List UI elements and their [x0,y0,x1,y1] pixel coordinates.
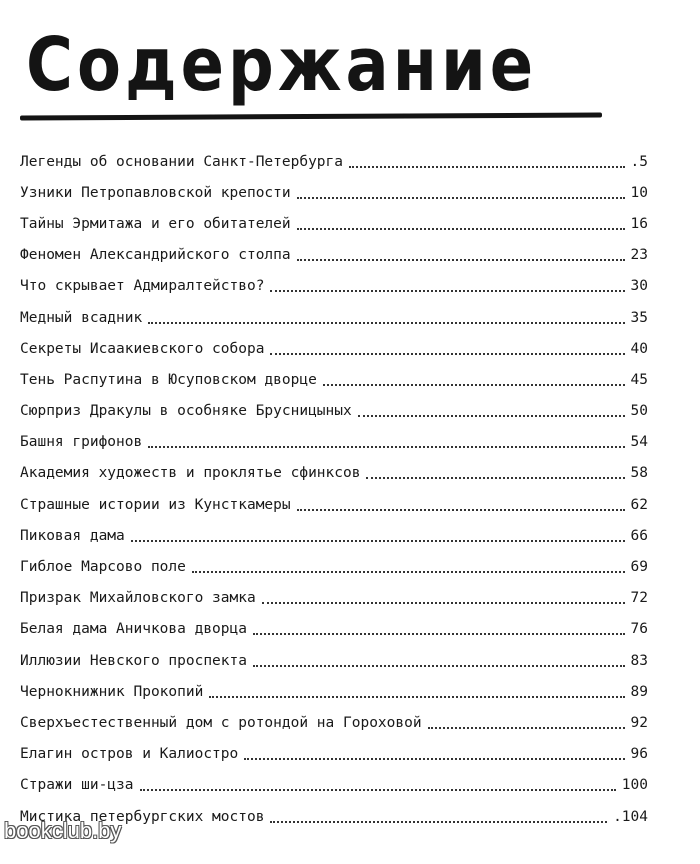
toc-entry-title: Легенды об основании Санкт-Петербурга [20,153,344,170]
page-title: Содержание [26,23,538,109]
toc-entry [20,364,648,395]
toc-dot-leader [297,509,625,511]
table-of-contents [20,146,648,832]
toc-entry-title: Елагин остров и Калиостро [20,746,239,763]
toc-dot-leader [297,259,625,261]
toc-entry-title: Белая дама Аничкова дворца [20,621,247,638]
toc-entry-title: Тень Распутина в Юсуповском дворце [20,371,317,388]
toc-dot-leader [140,789,616,791]
toc-dot-leader [297,228,625,230]
toc-dot-leader [148,322,624,324]
toc-entry-page: 76 [630,621,648,638]
toc-entry-page: 50 [630,403,648,420]
watermark: bookclub.by [4,818,122,843]
toc-entry-page: 62 [630,496,648,513]
toc-entry [20,551,648,582]
toc-entry-page: 54 [630,434,648,451]
toc-entry-page: 83 [630,652,648,669]
toc-dot-leader [358,415,625,417]
toc-entry-page: 69 [630,559,648,576]
toc-dot-leader [244,758,624,760]
toc-entry-page: 92 [630,714,648,731]
toc-entry-title: Гиблое Марсово поле [20,559,186,576]
toc-entry-title: Узники Петропавловской крепости [20,184,291,201]
toc-entry-page: 16 [630,215,648,232]
toc-entry-page: 23 [630,247,648,264]
toc-entry [20,739,648,770]
toc-dot-leader [270,353,624,355]
toc-dot-leader [270,290,624,292]
toc-dot-leader [349,166,625,168]
toc-entry-page: .5 [630,153,648,170]
toc-entry-title: Страшные истории из Кунсткамеры [20,496,291,513]
toc-dot-leader [131,540,625,542]
toc-entry-title: Башня грифонов [20,434,143,451]
toc-entry-title: Секреты Исаакиевского собора [20,340,265,357]
toc-dot-leader [297,197,625,199]
toc-entry [20,520,648,551]
toc-entry [20,177,648,208]
toc-entry-title: Мистика петербургских мостов [20,808,265,825]
toc-dot-leader [428,727,625,729]
toc-entry-page: 72 [630,590,648,607]
toc-entry-page: 89 [630,683,648,700]
toc-dot-leader [148,446,624,448]
toc-entry-page: 100 [621,777,648,794]
toc-dot-leader [192,571,625,573]
toc-entry [20,208,648,239]
toc-dot-leader [253,633,625,635]
toc-entry-title: Феномен Александрийского столпа [20,247,291,264]
toc-entry [20,614,648,645]
toc-entry-title: Иллюзии Невского проспекта [20,652,247,669]
toc-entry-title: Стражи ши-цза [20,777,134,794]
toc-entry-title: Тайны Эрмитажа и его обитателей [20,215,291,232]
toc-entry [20,489,648,520]
toc-entry [20,676,648,707]
toc-dot-leader [209,696,624,698]
toc-entry [20,427,648,458]
toc-dot-leader [262,602,625,604]
toc-dot-leader [366,477,624,479]
toc-entry-page: .104 [613,808,648,825]
toc-entry-page: 96 [630,746,648,763]
toc-entry-title: Сюрприз Дракулы в особняке Брусницыных [20,403,352,420]
toc-entry-title: Сверхъестественный дом с ротондой на Гороховой [20,714,422,731]
toc-entry-title: Медный всадник [20,309,143,326]
toc-dot-leader [323,384,625,386]
toc-entry-page: 30 [630,278,648,295]
toc-entry [20,770,648,801]
toc-entry-title: Чернокнижник Прокопий [20,683,204,700]
toc-entry [20,146,648,177]
toc-entry-page: 40 [630,340,648,357]
toc-entry [20,645,648,676]
toc-entry [20,302,648,333]
toc-entry-title: Академия художеств и проклятье сфинксов [20,465,361,482]
toc-entry-page: 35 [630,309,648,326]
toc-dot-leader [253,665,625,667]
toc-entry [20,707,648,738]
toc-entry-page: 10 [630,184,648,201]
toc-entry-title: Пиковая дама [20,527,125,544]
toc-entry-page: 58 [630,465,648,482]
toc-entry [20,240,648,271]
toc-entry [20,458,648,489]
toc-entry [20,333,648,364]
toc-entry [20,271,648,302]
toc-entry [20,396,648,427]
toc-entry-page: 66 [630,527,648,544]
toc-entry [20,583,648,614]
toc-entry-page: 45 [630,371,648,388]
toc-entry-title: Призрак Михайловского замка [20,590,256,607]
toc-entry-title: Что скрывает Адмиралтейство? [20,278,265,295]
toc-dot-leader [270,821,607,823]
